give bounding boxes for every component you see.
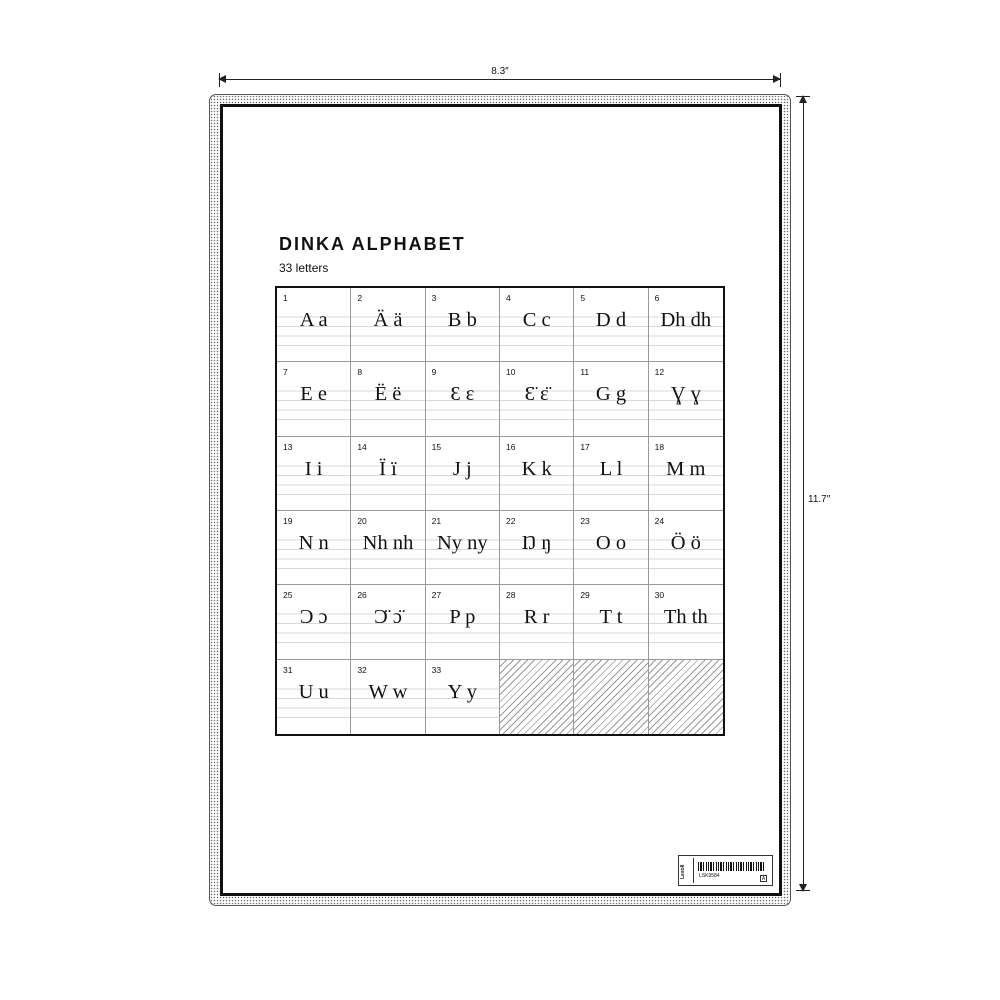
letter-cell [277,362,351,436]
letter-number: 18 [654,441,665,452]
letter-cell [649,288,723,362]
letter-number: 29 [580,590,590,601]
letter-number: 13 [283,441,293,452]
letter-cell [649,585,723,659]
letter-glyphs: Th th [663,606,708,629]
label-divider [693,858,694,883]
letter-cell [426,660,500,734]
letter-number: 4 [506,293,511,303]
letter-cell [426,511,500,585]
letter-number: 23 [580,516,590,526]
letter-glyphs: N n [298,532,329,554]
letter-number: 17 [580,441,590,452]
width-dimension-label: 8.3″ [491,66,509,77]
letter-glyphs: J j [452,457,472,480]
letter-number: 31 [283,664,293,675]
height-tick-bottom [796,890,810,891]
letter-glyphs: B b [447,309,477,331]
width-tick-left [219,73,220,87]
poster-title: DINKA ALPHABET [279,234,466,254]
letter-glyphs: Ɔ ɔ [299,606,328,629]
letter-glyphs: U u [298,680,329,703]
letter-glyphs: M m [666,457,706,480]
letter-glyphs: Ö ö [670,532,701,554]
letter-cell [351,288,425,362]
letter-glyphs: C c [522,309,551,331]
letter-number: 14 [357,441,367,452]
letter-number: 9 [431,367,437,378]
letter-number: 28 [506,590,516,601]
letter-glyphs: A a [299,309,328,331]
letter-cell [426,362,500,436]
height-dimension-label: 11.7″ [808,494,831,505]
letter-cell [500,585,574,659]
letter-number: 24 [654,516,665,526]
letter-number: 8 [357,367,363,378]
letter-cell [574,437,648,511]
letter-cell [351,437,425,511]
letter-cell [277,511,351,585]
letter-glyphs: Ɛ̈ ɛ̈ [524,383,549,406]
letter-number: 10 [506,367,516,378]
letter-cell [351,511,425,585]
letter-cell [500,511,574,585]
barcode-icon [698,862,766,871]
letter-number: 20 [357,516,367,526]
letter-number: 33 [431,664,442,675]
letter-cell [277,437,351,511]
letter-cell [574,362,648,436]
letter-number: 16 [506,441,516,452]
letter-glyphs: E e [300,383,328,406]
letter-cell [426,288,500,362]
letter-cell [500,437,574,511]
letter-glyphs: Ɔ̈ ɔ̈ [374,606,402,629]
letter-cell [351,585,425,659]
letter-glyphs: I i [304,457,323,480]
letter-cell [426,437,500,511]
empty-hatched-cell [574,660,648,734]
letter-cell [649,511,723,585]
letter-cell [351,362,425,436]
letter-number: 12 [654,367,665,378]
letter-number: 1 [283,293,288,303]
letter-number: 6 [654,293,660,303]
letter-glyphs: O o [595,532,627,554]
letter-number: 7 [283,367,288,378]
width-tick-right [780,73,781,87]
letter-glyphs: R r [523,606,550,629]
letter-number: 30 [654,590,665,601]
product-sku: LSK9584 [699,873,720,879]
letter-cell [500,362,574,436]
letter-cell [574,288,648,362]
letter-number: 2 [357,293,363,303]
letter-cell [426,585,500,659]
letter-cell [649,437,723,511]
letter-glyphs: Y y [447,680,478,703]
letter-glyphs: Nh nh [362,532,414,554]
letter-glyphs: Ŋ ŋ [521,532,552,554]
letter-number: 27 [431,590,442,601]
product-label [678,855,773,886]
letter-glyphs: Ä ä [373,309,403,331]
letter-number: 25 [283,590,293,601]
letter-glyphs: Ë ë [374,383,402,406]
empty-hatched-cell [649,660,723,734]
letter-number: 5 [580,293,586,303]
letter-number: 21 [431,516,442,526]
height-tick-top [796,96,810,97]
letter-glyphs: P p [449,606,476,629]
letter-cell [574,585,648,659]
grade-badge: A [761,876,766,882]
letter-cell [649,362,723,436]
letter-cell [574,511,648,585]
letter-cell [277,660,351,734]
poster-subtitle: 33 letters [279,261,329,275]
letter-glyphs: Ï ï [379,457,397,480]
letter-cell [277,288,351,362]
letter-glyphs: Ɣ ɣ [670,383,701,406]
alphabet-grid [275,286,725,736]
letter-glyphs: G g [595,383,627,406]
letter-cell [277,585,351,659]
letter-number: 19 [283,516,293,526]
letter-number: 26 [357,590,367,601]
letter-number: 22 [506,516,516,526]
letter-glyphs: Dh dh [660,309,712,331]
width-dimension-line [219,79,780,80]
letter-number: 11 [580,367,590,378]
letter-number: 3 [431,293,437,303]
letter-number: 32 [357,664,367,675]
brand-logo: Lesoll [680,864,686,879]
height-dimension-line [803,96,804,891]
letter-glyphs: L l [599,457,623,480]
empty-hatched-cell [500,660,574,734]
letter-glyphs: W w [368,680,408,703]
letter-cell [500,288,574,362]
letter-cell [351,660,425,734]
letter-glyphs: Ny ny [436,532,488,554]
letter-glyphs: K k [521,457,552,480]
letter-glyphs: Ɛ ɛ [450,383,475,406]
letter-glyphs: D d [595,309,627,331]
letter-number: 15 [431,441,442,452]
letter-glyphs: T t [599,606,623,629]
